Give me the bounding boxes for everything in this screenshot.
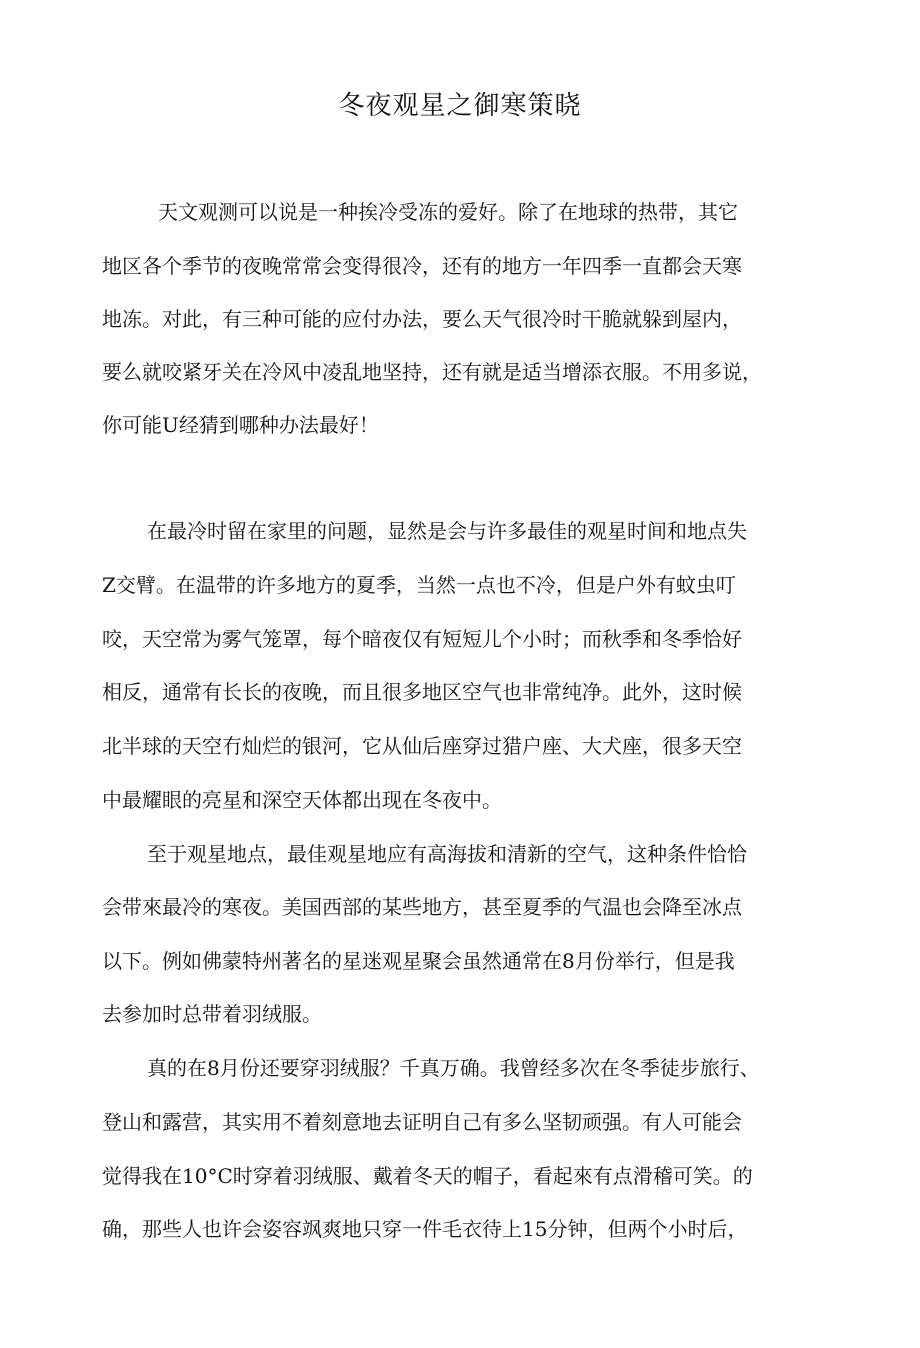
paragraph-3-line-1: 至于观星地点，最佳观星地应有高海拔和清新的空气，这种条件恰恰 bbox=[147, 842, 747, 866]
paragraph-3-line-2: 会带來最冷的寒夜。美国西部的某些地方，甚至夏季的气温也会降至冰点 bbox=[102, 895, 742, 919]
paragraph-2-line-4: 相反，通常有长长的夜晚，而且很多地区空气也非常纯净。此外，这时候 bbox=[102, 680, 742, 704]
paragraph-1-line-1: 天文观测可以说是一种挨冷受冻的爱好。除了在地球的热带，其它 bbox=[158, 200, 738, 224]
paragraph-2-line-1: 在最冷时留在家里的问题，显然是会与许多最佳的观星时间和地点失 bbox=[147, 519, 747, 543]
paragraph-4-line-4: 确，那些人也许会姿容飒爽地只穿一件毛衣待上15分钟，但两个小时后， bbox=[102, 1217, 748, 1241]
paragraph-4-line-3: 觉得我在10°C时穿着羽绒服、戴着冬天的帽子，看起來有点滑稽可笑。的 bbox=[102, 1164, 753, 1188]
paragraph-4-line-2: 登山和露营，其实用不着刻意地去证明自己有多么坚韧顽强。有人可能会 bbox=[102, 1110, 742, 1134]
paragraph-3-line-4: 去参加时总带着羽绒服。 bbox=[102, 1002, 322, 1026]
paragraph-1-line-5: 你可能U经猜到哪种办法最好！ bbox=[102, 413, 379, 437]
paragraph-1-line-3: 地冻。对此，有三种可能的应付办法，要么天气很冷时干脆就躲到屋内， bbox=[102, 307, 742, 331]
paragraph-1-line-4: 要么就咬紧牙关在冷风中凌乱地坚持，还有就是适当增添衣服。不用多说， bbox=[102, 360, 762, 384]
paragraph-1-line-2: 地区各个季节的夜晚常常会变得很冷，还有的地方一年四季一直都会天寒 bbox=[102, 254, 742, 278]
paragraph-2-line-5: 北半球的天空冇灿烂的银河，它从仙后座穿过猎户座、大犬座，很多天空 bbox=[102, 734, 742, 758]
paragraph-2-line-2: Z交臂。在温带的许多地方的夏季，当然一点也不冷，但是户外有蚊虫叮 bbox=[102, 573, 736, 597]
paragraph-2-line-3: 咬，天空常为雾气笼罩，每个暗夜仅有短短儿个小时；而秋季和冬季恰好 bbox=[102, 627, 742, 651]
document-title: 冬夜观星之御寒策晓 bbox=[338, 91, 582, 121]
paragraph-2-line-6: 中最耀眼的亮星和深空天体都出现在冬夜中。 bbox=[102, 788, 502, 812]
paragraph-3-line-3: 以下。例如佛蒙特州著名的星迷观星聚会虽然通常在8月份举行，但是我 bbox=[102, 949, 735, 973]
paragraph-4-line-1: 真的在8月份还要穿羽绒服？千真万确。我曾经多次在冬季徒步旅行、 bbox=[147, 1056, 760, 1080]
